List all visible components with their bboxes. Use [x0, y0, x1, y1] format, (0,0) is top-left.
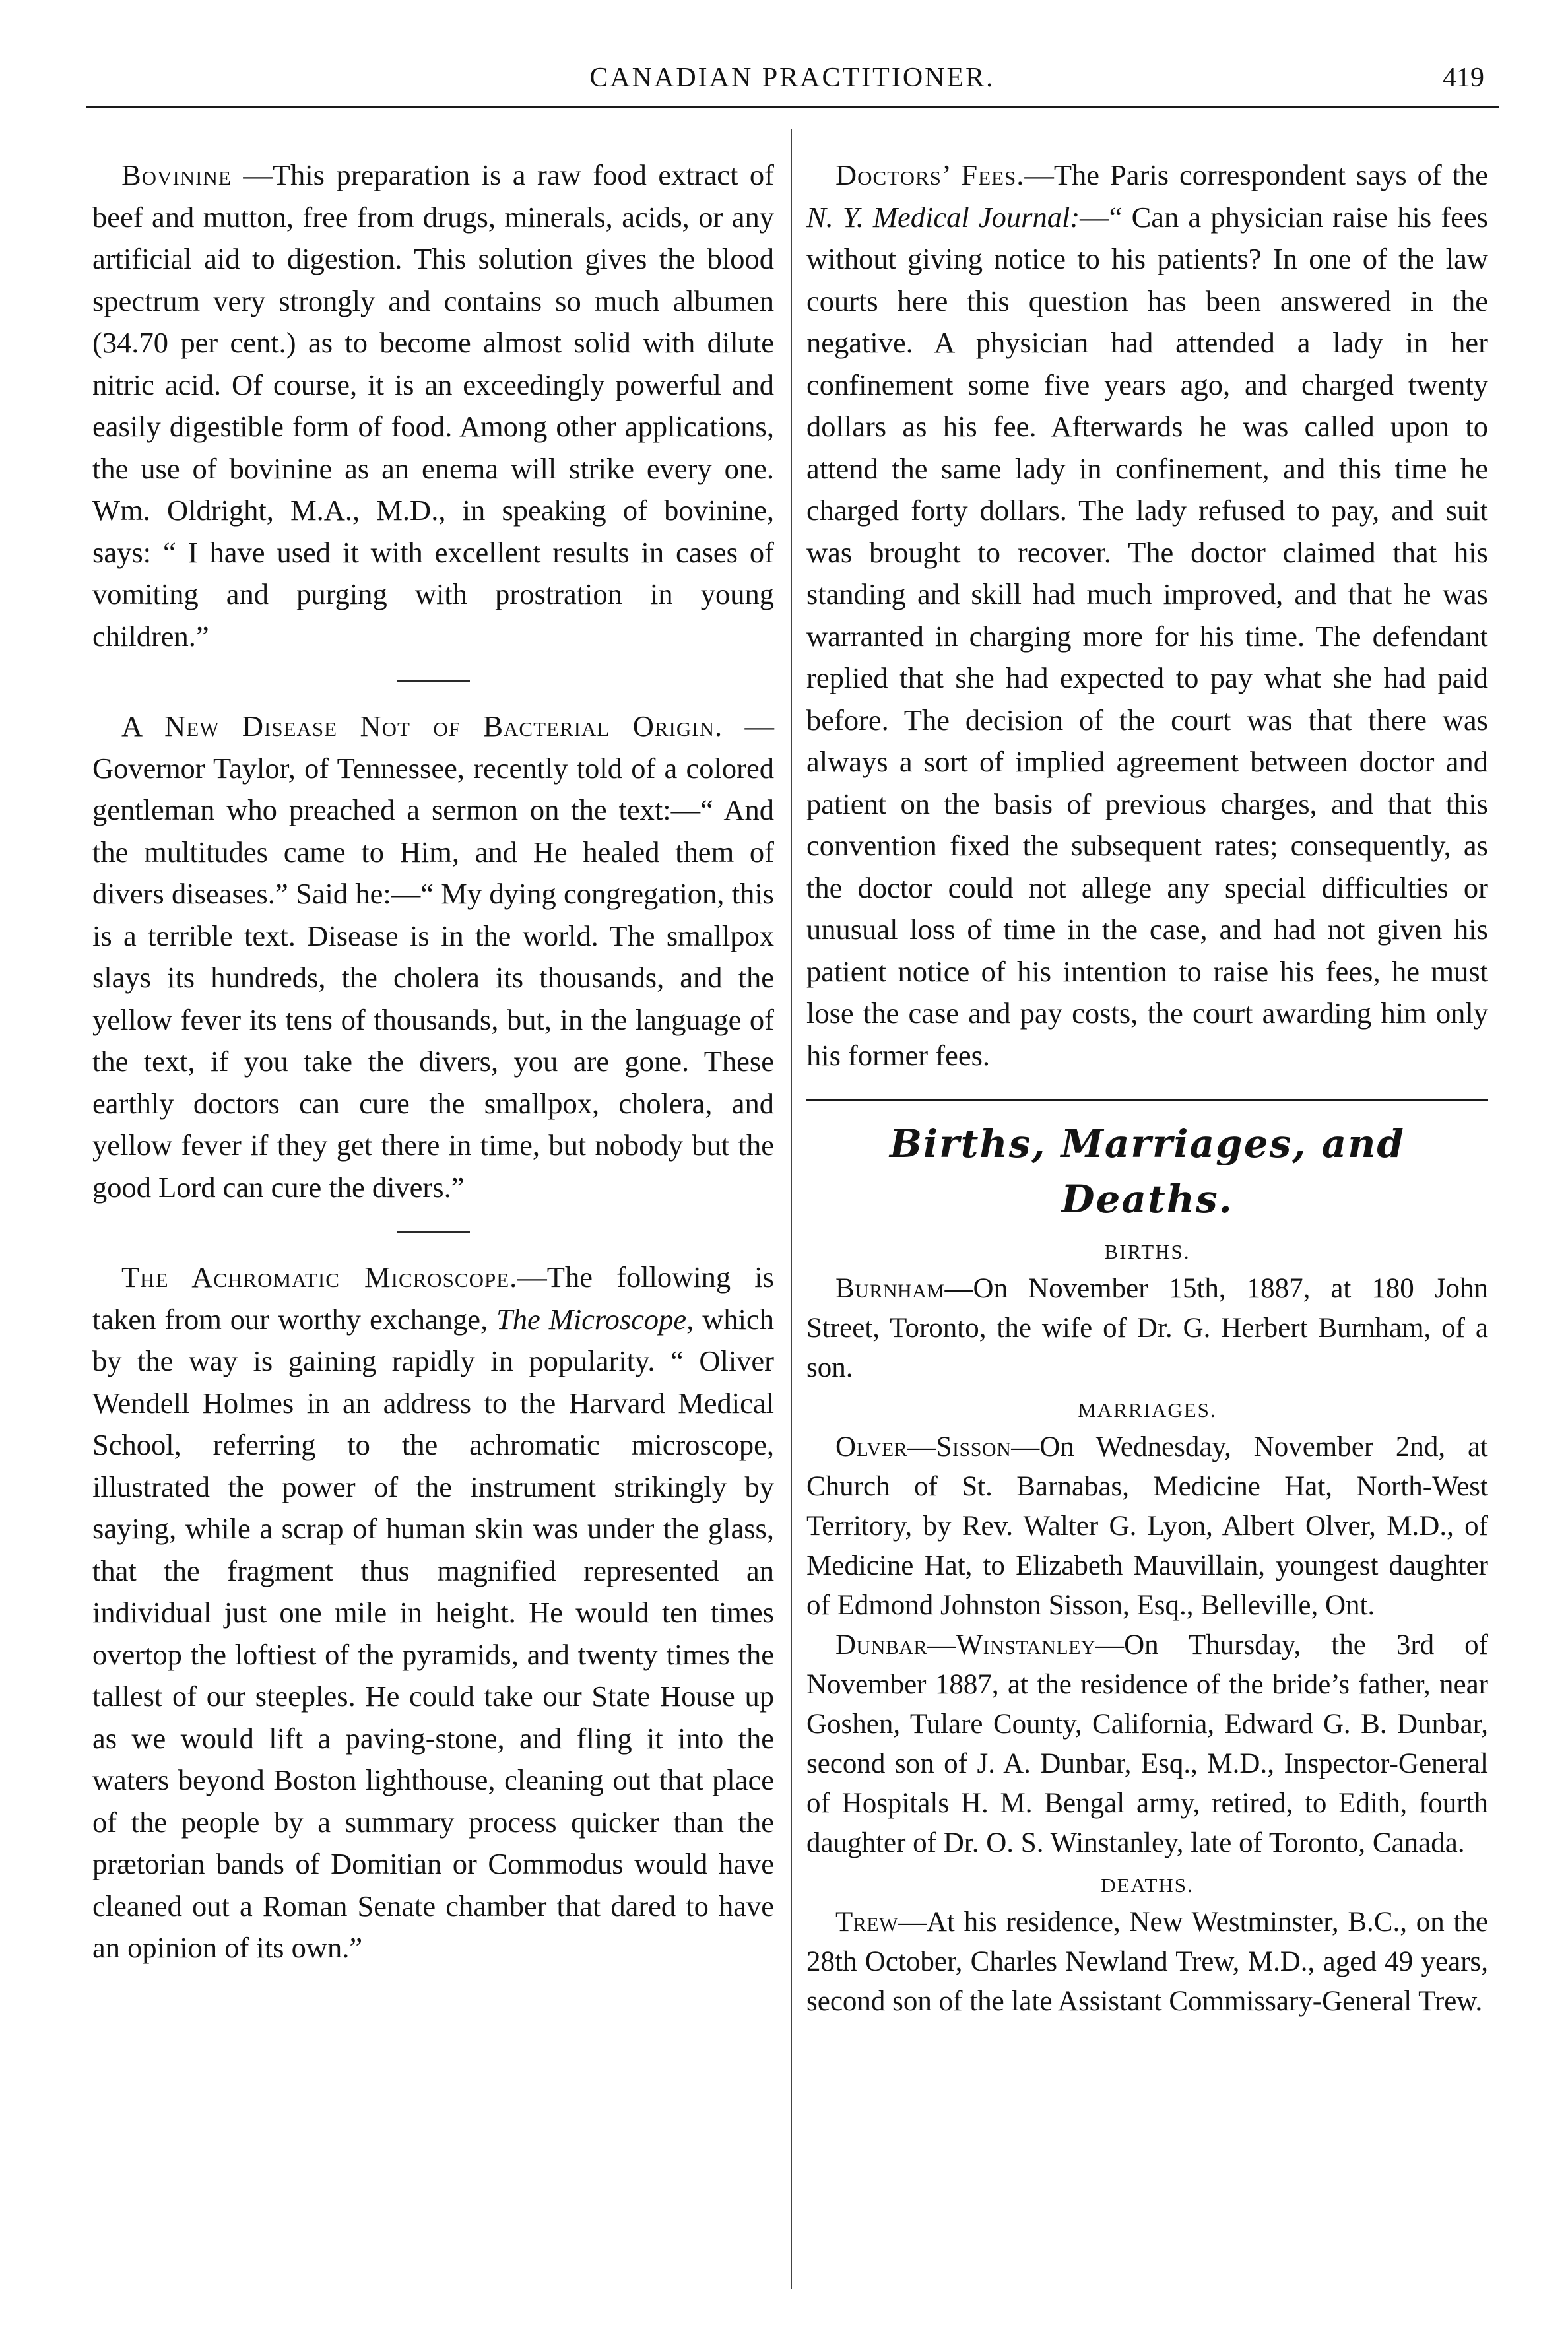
article-text: —Governor Taylor, of Tennessee, recently told of a colored gentleman who preached a sermon on the text:—“ And the multitudes came to Him, and He healed them of divers diseases.” Said he:—“ My dying congregation, this is a terrible text. Disease is in the world. The smallpox slays its hundreds, the cholera its thousands, and the yellow fever its tens of thousands, but, in the language of the text, if you take the divers, you are gone. These earthly doctors can cure the smallpox, cholera, and yellow fever if they get there in time, but nobody but the good Lord can cure the divers.” [92, 709, 775, 1204]
article-achromatic-microscope [92, 1257, 774, 1969]
notice-names: Dunbar—Winstanley [835, 1629, 1096, 1660]
page-header [86, 57, 1499, 108]
page-number: 419 [1443, 63, 1484, 93]
article-runin: Doctors’ Fees. [835, 158, 1025, 191]
article-new-disease [92, 705, 774, 1208]
article-text: —This preparation is a raw food extract of beef and mutton, free from drugs, minerals, acids, or any artificial aid to digestion. This solution gives the blood spectrum very strongly and contains so much albumen (34.70 per cent.) as to become almost solid with dilute nitric acid. Of course, it is an exceedingly powerful and easily digestible form of food. Among other applications, the use of bovinine as an enema will strike every one. Wm. Oldright, M.A., M.D., in speaking of bovinine, says: “ I have used it with excellent results in cases of vomiting and purging with prostration in young children.” [92, 158, 774, 653]
article-runin: The Achromatic Microscope. [121, 1261, 518, 1294]
left-column [92, 154, 774, 1969]
notice-entry [806, 1269, 1488, 1388]
notice-names: Olver—Sisson [835, 1431, 1012, 1462]
section-title: Births, Marriages, and Deaths. [890, 1121, 1405, 1222]
section-rule [806, 1099, 1488, 1101]
notice-text: —On November 15th, 1887, at 180 John Street, Toronto, the wife of Dr. G. Herbert Burnham, of a son. [806, 1273, 1488, 1383]
article-text: —“ Can a physician raise his fees without giving notice to his patients? In one of the law courts here this question has been answered in the negative. A physician had attended a lady in her confinement some five years ago, and charged twenty dollars as his fee. Afterwards he was called upon to attend the same lady in confinement, and this time he charged forty dollars. The lady refused to pay, and suit was brought to recover. The doctor claimed that his standing and skill had much improved, and that he was warranted in charging more for his time. The defendant replied that she had expected to pay what she had paid before. The decision of the court was that there was always a sort of implied agreement between doctor and patient on the basis of previous charges, and that this convention fixed the subsequent rates; consequently, as the doctor could not allege any special difficulties or unusual loss of time in the case, and had not given his patient notice of his intention to raise his fees, he must lose the case and pay costs, the court awarding him only his former fees. [806, 200, 1488, 1072]
notice-text: —On Thursday, the 3rd of November 1887, at the residence of the bride’s father, near Goshen, Tulare County, California, Edward G. B. Dunbar, second son of J. A. Dunbar, Esq., M.D., Inspector-General of Hospitals H. M. Bengal army, retired, to Edith, fourth daughter of Dr. O. S. Winstanley, late of Toronto, Canada. [806, 1629, 1488, 1858]
deaths-heading: DEATHS. [1101, 1874, 1194, 1897]
article-separator [397, 1231, 470, 1233]
notice-entry [806, 1903, 1488, 2021]
article-runin: Bovinine [121, 158, 232, 191]
column-divider [791, 129, 792, 2289]
notice-entry [806, 1625, 1488, 1863]
article-text: —The following is taken from our worthy exchange, [92, 1261, 774, 1336]
running-title: CANADIAN PRACTITIONER. [589, 63, 995, 93]
article-separator [397, 680, 470, 682]
births-heading: BIRTHS. [1104, 1240, 1191, 1263]
article-runin: A New Disease Not of Bacterial Origin. [121, 709, 723, 742]
article-bovinine [92, 154, 774, 657]
source-title: The Microscope [496, 1302, 687, 1336]
article-doctors-fees [806, 154, 1488, 1076]
notice-entry [806, 1427, 1488, 1625]
notice-text: —On Wednesday, November 2nd, at Church of St. Barnabas, Medicine Hat, North-West Territory, by Rev. Walter G. Lyon, Albert Olver, M.D., of Medicine Hat, to Elizabeth Mauvillain, youngest daughter of Edmond Johnston Sisson, Esq., Belleville, Ont. [806, 1431, 1488, 1621]
right-column [806, 154, 1488, 2021]
marriages-heading: MARRIAGES. [1078, 1398, 1217, 1422]
source-title: N. Y. Medical Journal: [806, 200, 1080, 234]
notice-text: —At his residence, New Westminster, B.C., on the 28th October, Charles Newland Trew, M.D., aged 49 years, second son of the late Assistant Commissary-General Trew. [806, 1907, 1488, 2017]
notice-names: Trew [835, 1907, 898, 1938]
article-text: —The Paris correspondent says of the [1024, 158, 1489, 191]
notice-names: Burnham [835, 1273, 945, 1304]
article-text: , which by the way is gaining rapidly in popularity. “ Oliver Wendell Holmes in an address to the Harvard Medical School, referring to the achromatic microscope, illustrated the power of the instrument strikingly by saying, while a scrap of human skin was under the glass, that the fragment thus magnified represented an individual just one mile in height. He would ten times overtop the loftiest of the pyramids, and twenty times the tallest of our steeples. He could take our State House up as we would lift a paving-stone, and fling it into the waters beyond Boston lighthouse, cleaning out that place of the people by a summary process quicker than the prætorian bands of Domitian or Commodus would have cleaned out a Roman Senate chamber that dared to have an opinion of its own.” [92, 1302, 774, 1964]
